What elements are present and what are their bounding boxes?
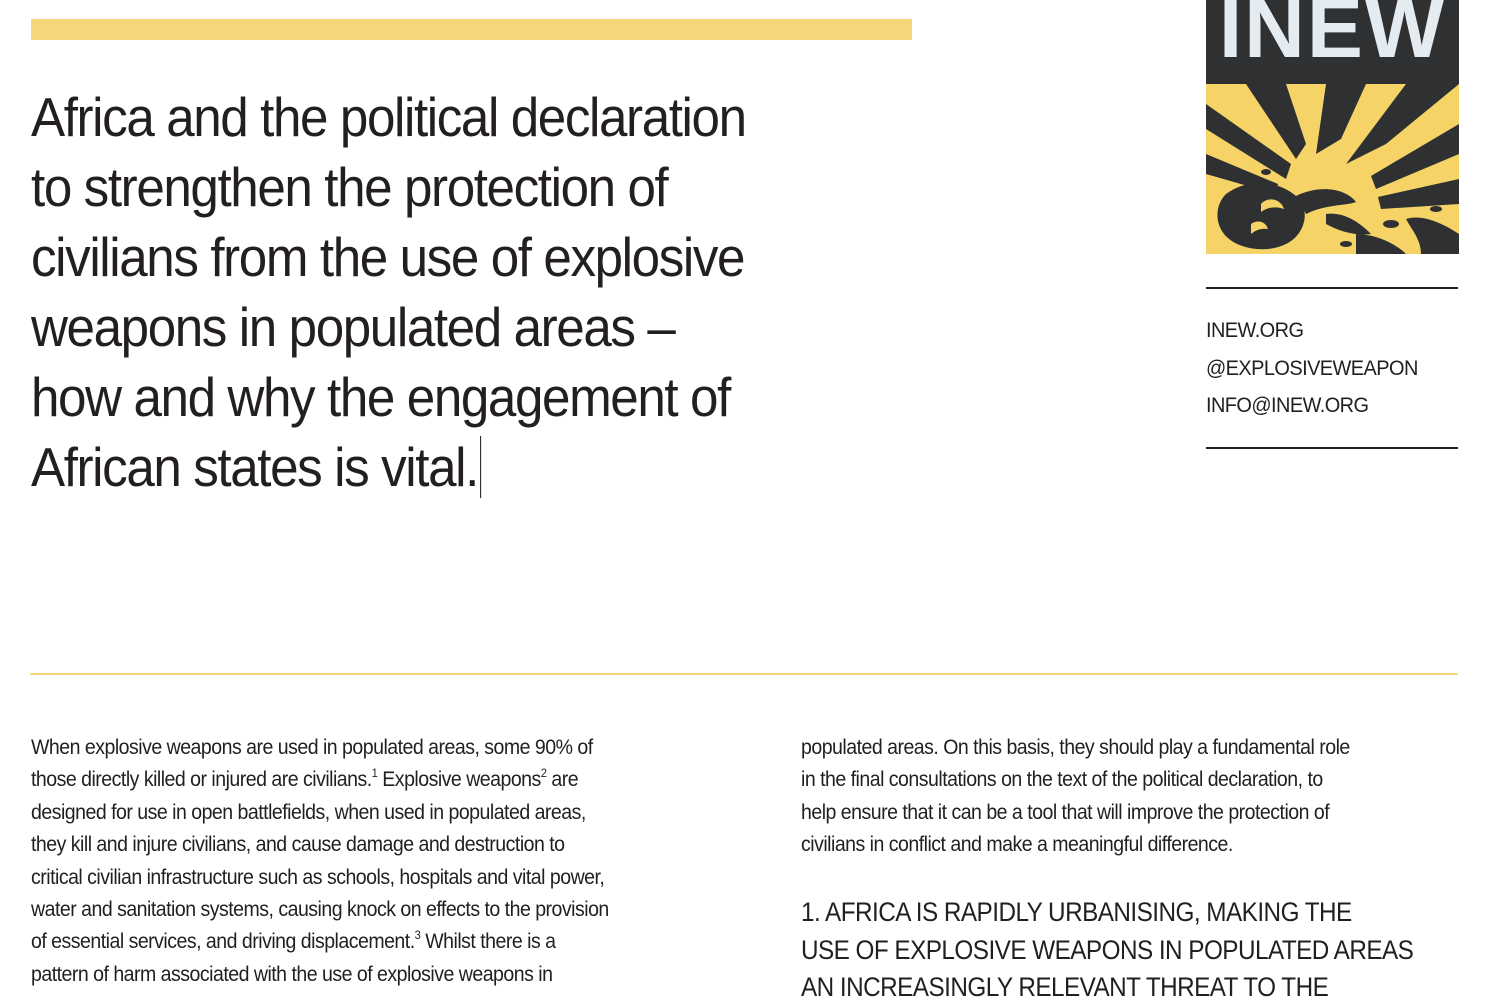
body-paragraph [31, 732, 731, 991]
body-line: they kill and injure civilians, and cause damage and destruction to [31, 833, 565, 857]
body-line: in the final consultations on the text of the political declaration, to [801, 768, 1323, 792]
website-link[interactable]: INEW.ORG [1206, 319, 1304, 342]
body-line: civilians in conflict and make a meaningful difference. [801, 833, 1233, 857]
title-line: Africa and the political declaration [31, 86, 746, 148]
title-line-last [31, 432, 831, 502]
title-line: to strengthen the protection of [31, 156, 668, 218]
footnote-ref[interactable]: 2 [540, 766, 547, 781]
text-segment: of essential services, and driving displacement. [31, 930, 415, 954]
body-paragraph [801, 732, 1466, 862]
section-heading [801, 894, 1500, 1000]
section-divider [30, 673, 1458, 675]
footnote-ref[interactable]: 1 [371, 766, 378, 781]
text-cursor [480, 436, 481, 498]
title-line: civilians from the use of explosive [31, 226, 745, 288]
body-column-right [801, 732, 1466, 862]
text-segment: are [546, 768, 579, 792]
text-segment: Whilst there is a [420, 930, 556, 954]
heading-line: USE OF EXPLOSIVE WEAPONS IN POPULATED AREAS [801, 934, 1414, 965]
body-line: designed for use in open battlefields, when used in populated areas, [31, 800, 586, 824]
body-line-with-footnotes [31, 764, 682, 796]
contact-rule-top [1206, 287, 1458, 289]
logo-header [1206, 0, 1459, 84]
inew-logo [1206, 0, 1459, 254]
logo-text: INEW [1218, 0, 1447, 75]
heading-line: 1. AFRICA IS RAPIDLY URBANISING, MAKING THE [801, 897, 1352, 927]
body-line-with-footnote [31, 926, 682, 958]
title-line: African states is vital. [31, 436, 478, 498]
body-line: populated areas. On this basis, they should play a fundamental role [801, 736, 1350, 759]
text-segment: Explosive weapons [377, 768, 541, 792]
twitter-handle[interactable]: @EXPLOSIVEWEAPON [1206, 356, 1418, 380]
top-accent-bar [31, 19, 912, 40]
body-line: pattern of harm associated with the use of explosive weapons in [31, 962, 553, 986]
document-title [31, 82, 831, 502]
heading-line: AN INCREASINGLY RELEVANT THREAT TO THE [801, 972, 1329, 1000]
title-line: how and why the engagement of [31, 366, 730, 428]
email-link[interactable]: INFO@INEW.ORG [1206, 394, 1369, 417]
body-line: help ensure that it can be a tool that will improve the protection of [801, 800, 1330, 824]
contact-list [1206, 312, 1466, 425]
body-line: water and sanitation systems, causing knock on effects to the provision [31, 898, 609, 922]
body-line: critical civilian infrastructure such as schools, hospitals and vital power, [31, 865, 605, 889]
footnote-ref[interactable]: 3 [414, 928, 421, 943]
contact-rule-bottom [1206, 447, 1458, 449]
body-column-left [31, 732, 731, 991]
explosion-icon [1206, 84, 1459, 254]
title-line: weapons in populated areas – [31, 296, 675, 358]
body-line: When explosive weapons are used in populated areas, some 90% of [31, 736, 593, 759]
text-segment: those directly killed or injured are civilians. [31, 768, 372, 792]
